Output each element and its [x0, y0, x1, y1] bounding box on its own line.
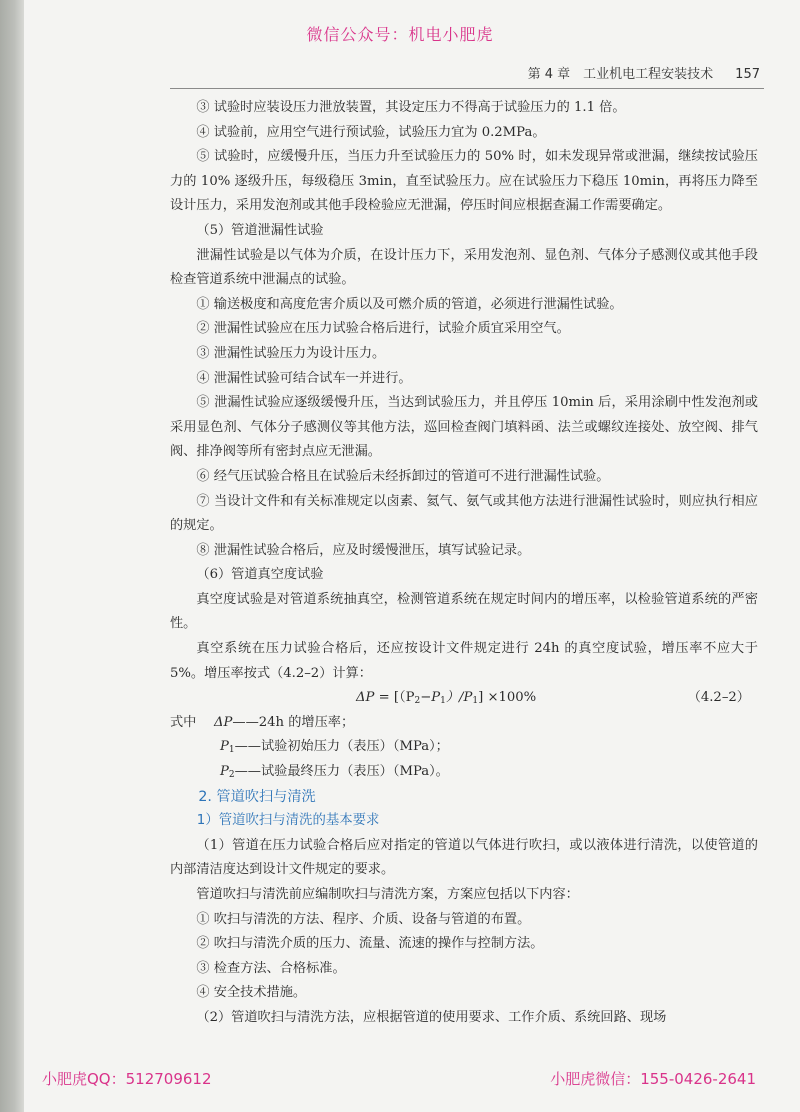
paragraph: （1）管道在压力试验合格后应对指定的管道以气体进行吹扫，或以液体进行清洗，以使管道的内部清洁度达到设计文件规定的要求。	[170, 837, 758, 878]
paragraph: 真空度试验是对管道系统抽真空，检测管道系统在规定时间内的增压率，以检验管道系统的严密性。	[170, 591, 758, 632]
formula-4-2-2	[170, 686, 758, 711]
page-number: 157	[735, 67, 760, 82]
watermark-qq: 小肥虎QQ：512709612	[42, 1070, 212, 1088]
list-item: ④ 泄漏性试验可结合试车一并进行。	[196, 370, 412, 386]
watermark-top: 微信公众号：机电小肥虎	[306, 25, 494, 44]
definition-row: 式中 ΔP——24h 的增压率；	[170, 714, 355, 730]
formula-definitions	[170, 711, 758, 785]
section-heading-3: 1）管道吹扫与清洗的基本要求	[196, 813, 380, 829]
page-edge-shadow	[0, 0, 24, 1112]
list-item: ⑥ 经气压试验合格且在试验后未经拆卸过的管道可不进行泄漏性试验。	[196, 468, 610, 484]
paragraph: （2）管道吹扫与清洗方法，应根据管道的使用要求、工作介质、系统回路、现场	[196, 1009, 667, 1025]
chapter-title: 第 4 章 工业机电工程安装技术	[527, 67, 714, 82]
list-item: ② 泄漏性试验应在压力试验合格后进行，试验介质宜采用空气。	[196, 321, 570, 337]
list-item: ① 输送极度和高度危害介质以及可燃介质的管道，必须进行泄漏性试验。	[196, 296, 623, 312]
list-item: ③ 泄漏性试验压力为设计压力。	[196, 345, 386, 361]
list-item: ③ 检查方法、合格标准。	[196, 960, 346, 976]
list-item: ④ 安全技术措施。	[196, 985, 307, 1001]
section-heading: （5）管道泄漏性试验	[196, 222, 324, 238]
section-heading: （6）管道真空度试验	[196, 567, 324, 583]
paragraph: ③ 试验时应装设压力泄放装置，其设定压力不得高于试验压力的 1.1 倍。	[196, 100, 626, 115]
list-item: ⑧ 泄漏性试验合格后，应及时缓慢泄压，填写试验记录。	[196, 542, 531, 558]
list-item: ⑤ 泄漏性试验应逐级缓慢升压，当达到试验压力，并且停压 10min 后，采用涂刷中性发泡剂或采用显色剂、气体分子感测仪等其他方法，巡回检查阀门填料函、法兰或螺纹连接处、放空阀、排气阀、排净阀等所有密封点应无泄漏。	[170, 395, 758, 460]
list-item: ① 吹扫与清洗的方法、程序、介质、设备与管道的布置。	[196, 911, 531, 927]
definition-row: $P_2——$试验最终压力（表压）（MPa）。	[220, 764, 449, 781]
watermark-wechat: 小肥虎微信：155-0426-2641	[550, 1070, 756, 1088]
definition-row: $P_1——$试验初始压力（表压）（MPa）；	[220, 739, 449, 756]
header-rule	[170, 88, 764, 89]
list-item: ⑦ 当设计文件和有关标准规定以卤素、氦气、氨气或其他方法进行泄漏性试验时，则应执行相应的规定。	[170, 493, 758, 534]
paragraph: 泄漏性试验是以气体为介质，在设计压力下，采用发泡剂、显色剂、气体分子感测仪或其他手段检查管道系统中泄漏点的试验。	[170, 247, 758, 288]
formula-number: （4.2–2）	[687, 690, 750, 706]
page-body	[170, 96, 758, 1031]
paragraph: 管道吹扫与清洗前应编制吹扫与清洗方案，方案应包括以下内容：	[196, 887, 579, 902]
running-head	[528, 63, 760, 82]
paragraph: 真空系统在压力试验合格后，还应按设计文件规定进行 24h 的真空度试验，增压率不应大于 5%。增压率按式（4.2–2）计算：	[170, 641, 758, 681]
formula-expression: $\Delta P = [(P_2-P_1)/P_1] \times 100\%$	[356, 690, 537, 707]
section-heading-2: 2. 管道吹扫与清洗	[198, 788, 316, 805]
list-item: ② 吹扫与清洗介质的压力、流量、流速的操作与控制方法。	[196, 936, 544, 952]
paragraph: ⑤ 试验时，应缓慢升压，当压力升至试验压力的 50% 时，如未发现异常或泄漏，继续按试验压力的 10% 逐级升压，每级稳压 3min，直至试验压力。应在试验压力下稳压 10min，再将压力降至设计压力，采用发泡剂或其他手段检验应无泄漏，停压时间应根据查漏工作需要确定。	[170, 149, 758, 214]
paragraph: ④ 试验前，应用空气进行预试验，试验压力宜为 0.2MPa。	[196, 124, 546, 140]
